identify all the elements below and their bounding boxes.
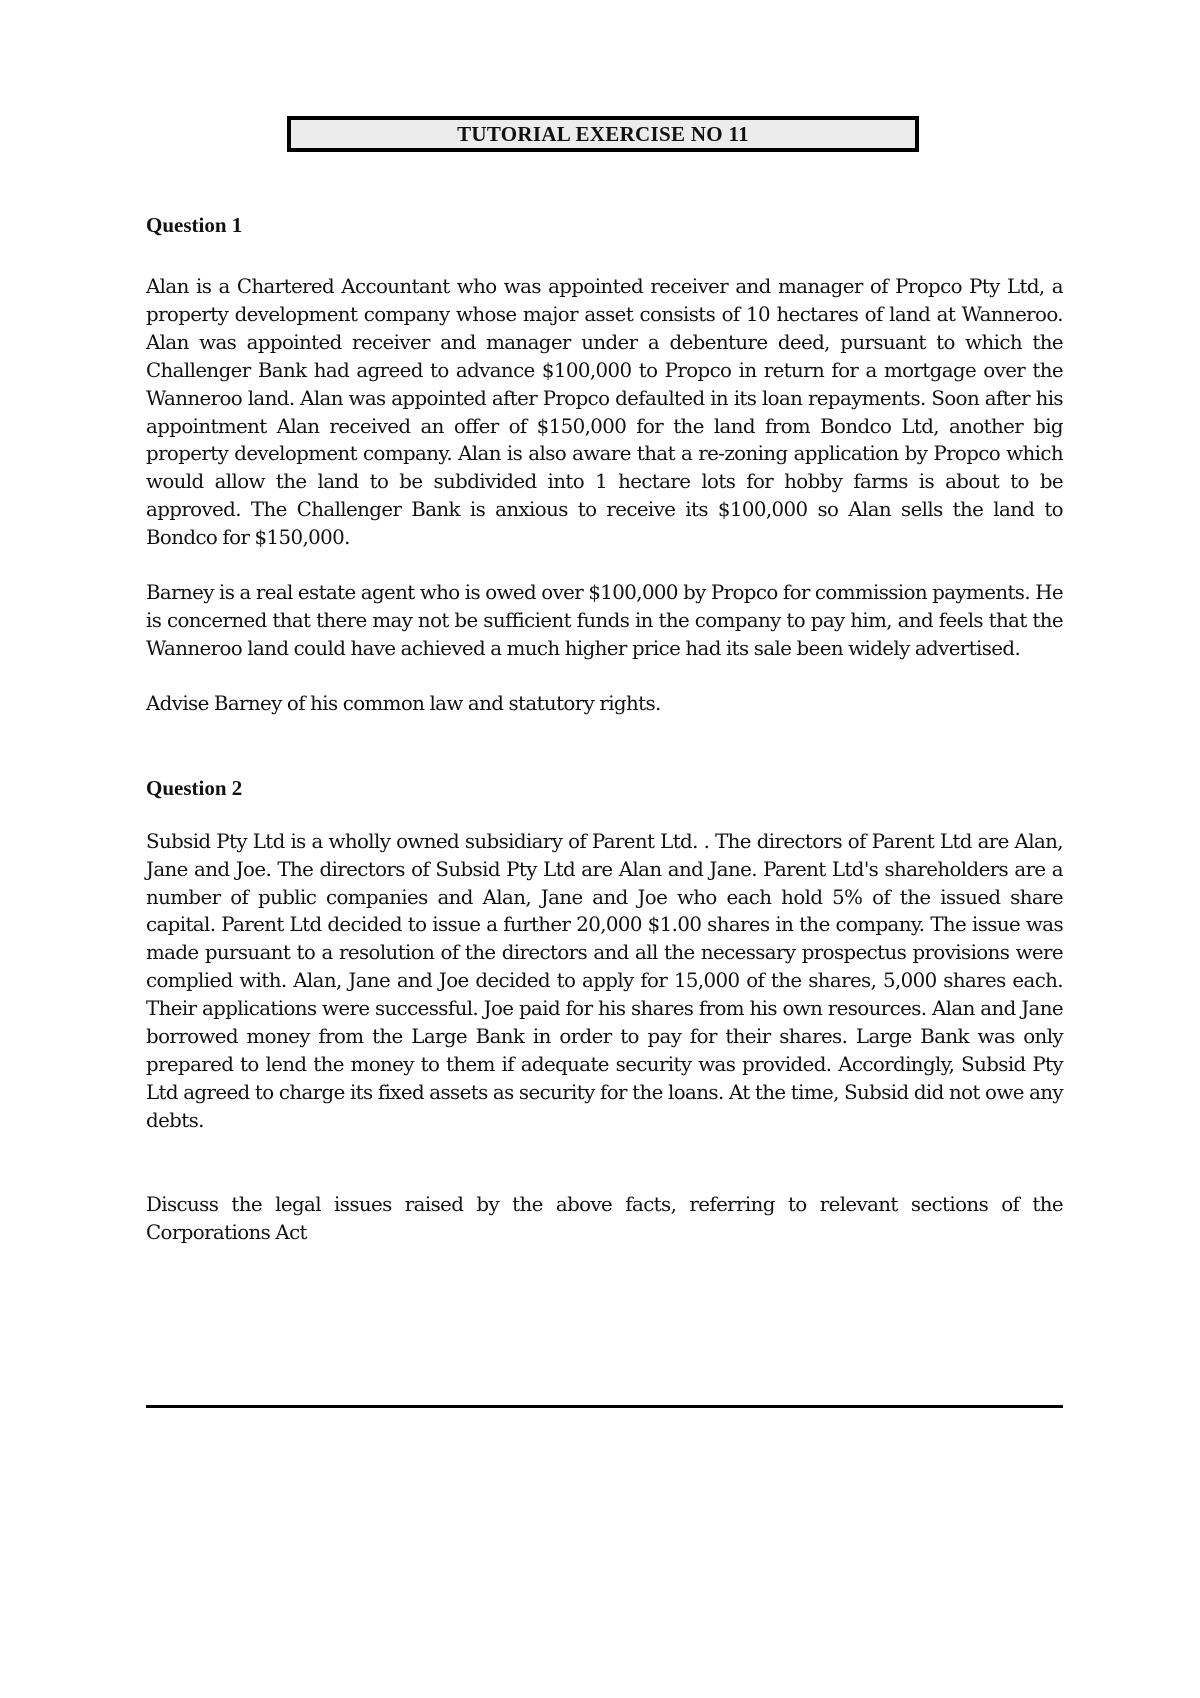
question-2-paragraph-1: Subsid Pty Ltd is a wholly owned subsidiary of Parent Ltd. . The directors of Parent Ltd are Alan, Jane and Joe. The directors of Subsid Pty Ltd are Alan and Jane. Parent Ltd's shareholders are a number of public companies and Alan, Jane and Joe who each hold 5% of the issued share capital. Parent Ltd decided to issue a further 20,000 $1.00 shares in the company. The issue was made pursuant to a resolution of the directors and all the necessary prospectus provisions were complied with. Alan, Jane and Joe decided to apply for 15,000 of the shares, 5,000 shares each. Their applications were successful. Joe paid for his shares from his own resources. Alan and Jane borrowed money from the Large Bank in order to pay for their shares. Large Bank was only prepared to lend the money to them if adequate security was provided. Accordingly, Subsid Pty Ltd agreed to charge its fixed assets as security for the loans. At the time, Subsid did not owe any debts. xyxy=(146,829,1063,1132)
question-2-heading: Question 2 xyxy=(146,775,243,800)
bottom-divider xyxy=(146,1405,1063,1408)
question-1-paragraph-1: Alan is a Chartered Accountant who was appointed receiver and manager of Propco Pty Ltd, a property development company whose major asset consists of 10 hectares of land at Wanneroo. Alan was appointed receiver and manager under a debenture deed, pursuant to which the Challenger Bank had agreed to advance $100,000 to Propco in return for a mortgage over the Wanneroo land. Alan was appointed after Propco defaulted in its loan repayments. Soon after his appointment Alan received an offer of $150,000 for the land from Bondco Ltd, another big property development company. Alan is also aware that a re-zoning application by Propco which would allow the land to be subdivided into 1 hectare lots for hobby farms is about to be approved. The Challenger Bank is anxious to receive its $100,000 so Alan sells the land to Bondco for $150,000. xyxy=(146,275,1063,550)
question-1-paragraph-3: Advise Barney of his common law and statutory rights. xyxy=(146,691,661,715)
question-1-paragraph-2: Barney is a real estate agent who is owed over $100,000 by Propco for commission payments. He is concerned that there may not be sufficient funds in the company to pay him, and feels that the Wanneroo land could have achieved a much higher price had its sale been widely advertised. xyxy=(146,581,1063,660)
document-body xyxy=(146,208,1063,1246)
question-1-section xyxy=(146,211,1063,718)
question-1-heading: Question 1 xyxy=(146,213,243,237)
document-title: TUTORIAL EXERCISE NO 11 xyxy=(457,121,749,146)
title-box xyxy=(287,116,919,152)
question-2-section xyxy=(146,774,1063,1247)
question-2-paragraph-2: Discuss the legal issues raised by the above facts, referring to relevant sections of the Corporations Act xyxy=(146,1192,1063,1244)
